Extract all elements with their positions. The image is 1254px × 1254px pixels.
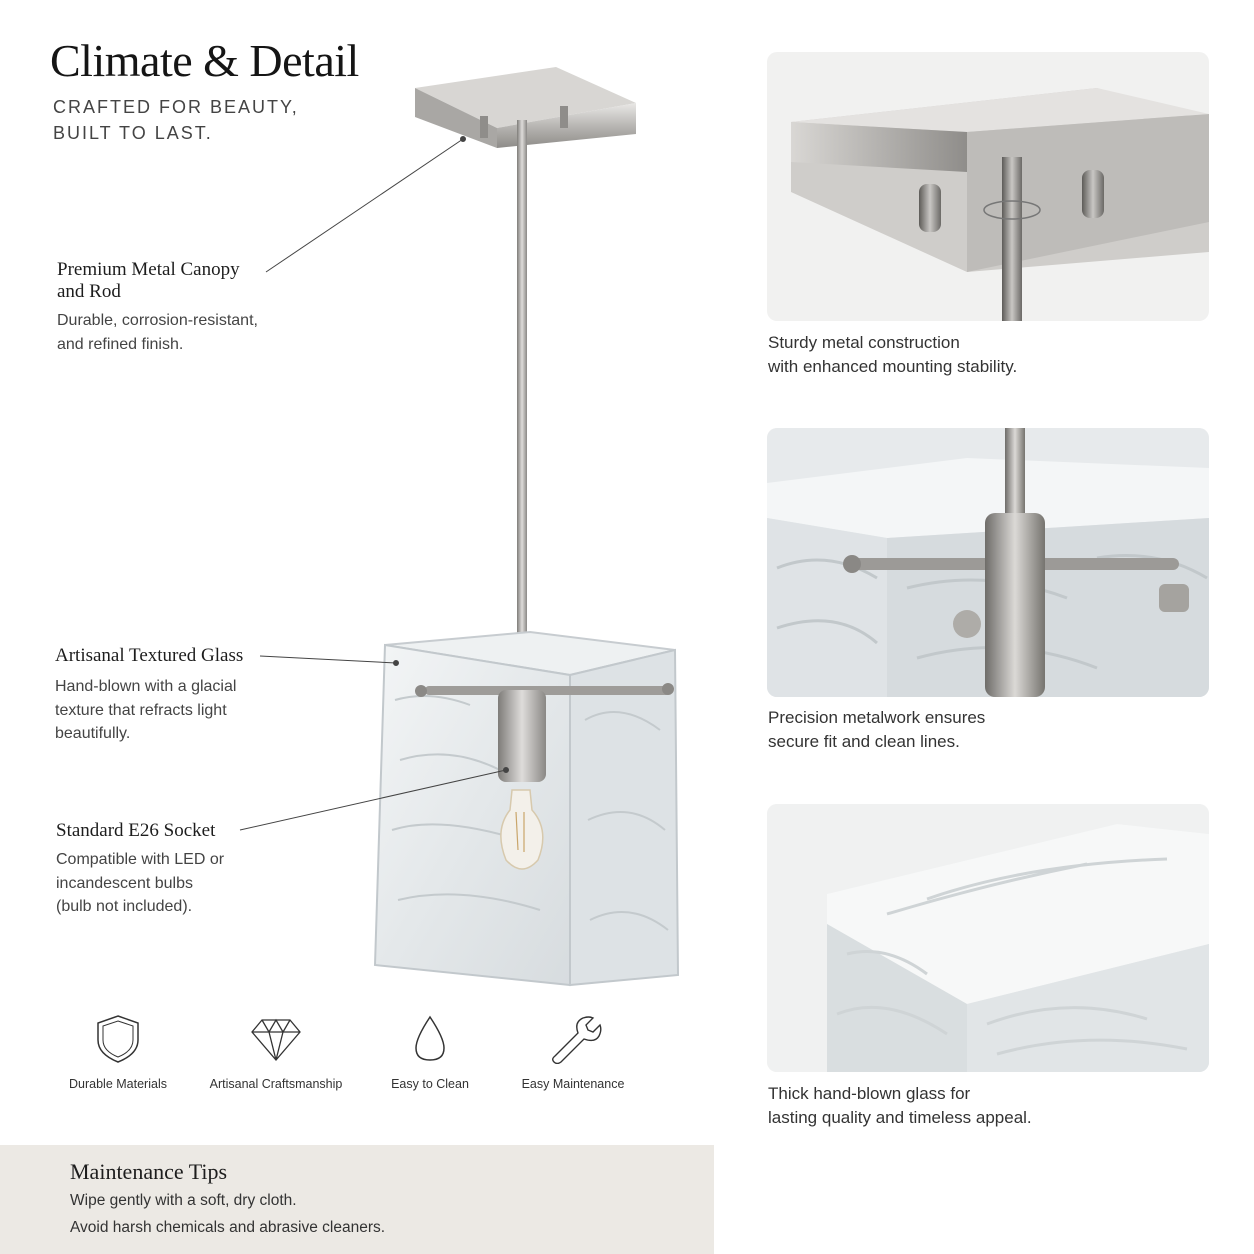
feature-canopy bbox=[57, 259, 277, 356]
metalwork-closeup-shape bbox=[767, 428, 1209, 697]
detail-caption-line: with enhanced mounting stability. bbox=[768, 356, 1018, 376]
maintenance-tips-title: Maintenance Tips bbox=[70, 1159, 228, 1184]
maintenance-tip-line: Avoid harsh chemicals and abrasive cleaners. bbox=[70, 1219, 386, 1236]
glass-leader-line bbox=[260, 656, 396, 663]
detail-metalwork-image bbox=[767, 428, 1209, 697]
diamond-icon bbox=[236, 1012, 316, 1064]
feature-socket-body-line: incandescent bulbs bbox=[56, 874, 193, 892]
feature-glass-body bbox=[55, 675, 275, 746]
page-title: Climate & Detail bbox=[50, 35, 359, 86]
feature-socket-body bbox=[56, 848, 276, 919]
feature-glass-body-line: beautifully. bbox=[55, 725, 131, 742]
detail-caption-line: Thick hand-blown glass for bbox=[768, 1084, 971, 1103]
badge-maintenance-label: Easy Maintenance bbox=[521, 1077, 625, 1091]
canopy-leader-line bbox=[266, 139, 463, 272]
subtitle-line-1: CRAFTED FOR BEAUTY, bbox=[53, 97, 299, 117]
maintenance-tips-panel bbox=[0, 1145, 714, 1254]
badge-maintenance bbox=[533, 1012, 613, 1064]
badge-clean bbox=[390, 1012, 470, 1064]
feature-canopy-title-line1: Premium Metal Canopy bbox=[57, 259, 240, 280]
feature-canopy-body-line: Durable, corrosion-resistant, bbox=[57, 312, 258, 329]
feature-socket-body-line: Compatible with LED or bbox=[56, 851, 225, 868]
detail-caption-line: secure fit and clean lines. bbox=[768, 731, 960, 751]
canopy-closeup-shape bbox=[767, 52, 1209, 321]
detail-canopy-image bbox=[767, 52, 1209, 321]
badge-clean-label: Easy to Clean bbox=[391, 1077, 469, 1091]
badge-craftsmanship-label: Artisanal Craftsmanship bbox=[209, 1077, 343, 1091]
badge-craftsmanship bbox=[236, 1012, 316, 1064]
feature-canopy-title-line2: and Rod bbox=[57, 281, 121, 302]
feature-socket bbox=[56, 820, 276, 919]
feature-socket-title: Standard E26 Socket bbox=[56, 820, 216, 841]
feature-socket-body-line: (bulb not included). bbox=[56, 898, 193, 915]
detail-glass-caption bbox=[768, 1082, 1188, 1129]
wrench-icon bbox=[533, 1012, 613, 1064]
detail-metalwork-caption bbox=[768, 706, 1188, 753]
shield-icon bbox=[78, 1012, 158, 1064]
detail-glass-image bbox=[767, 804, 1209, 1072]
feature-glass-body-line: texture that refracts light bbox=[55, 701, 227, 719]
detail-caption-line: lasting quality and timeless appeal. bbox=[768, 1107, 1032, 1127]
rod-shape bbox=[517, 120, 527, 640]
detail-caption-line: Precision metalwork ensures bbox=[768, 708, 986, 727]
subtitle-line-2: BUILT TO LAST. bbox=[53, 123, 213, 143]
feature-glass-title: Artisanal Textured Glass bbox=[55, 645, 244, 666]
feature-glass bbox=[55, 645, 275, 746]
maintenance-tip-line: Wipe gently with a soft, dry cloth. bbox=[70, 1192, 297, 1209]
badge-durable bbox=[78, 1012, 158, 1064]
droplet-icon bbox=[390, 1012, 470, 1064]
badge-durable-label: Durable Materials bbox=[69, 1077, 167, 1091]
feature-glass-body-line: Hand-blown with a glacial bbox=[55, 678, 237, 695]
detail-canopy-caption bbox=[768, 331, 1188, 378]
glass-closeup-shape bbox=[767, 804, 1209, 1072]
feature-canopy-body-line: and refined finish. bbox=[57, 335, 184, 353]
feature-canopy-body bbox=[57, 309, 277, 356]
feature-canopy-title bbox=[57, 259, 277, 303]
glass-shade-shape bbox=[375, 632, 678, 985]
detail-caption-line: Sturdy metal construction bbox=[768, 333, 960, 352]
